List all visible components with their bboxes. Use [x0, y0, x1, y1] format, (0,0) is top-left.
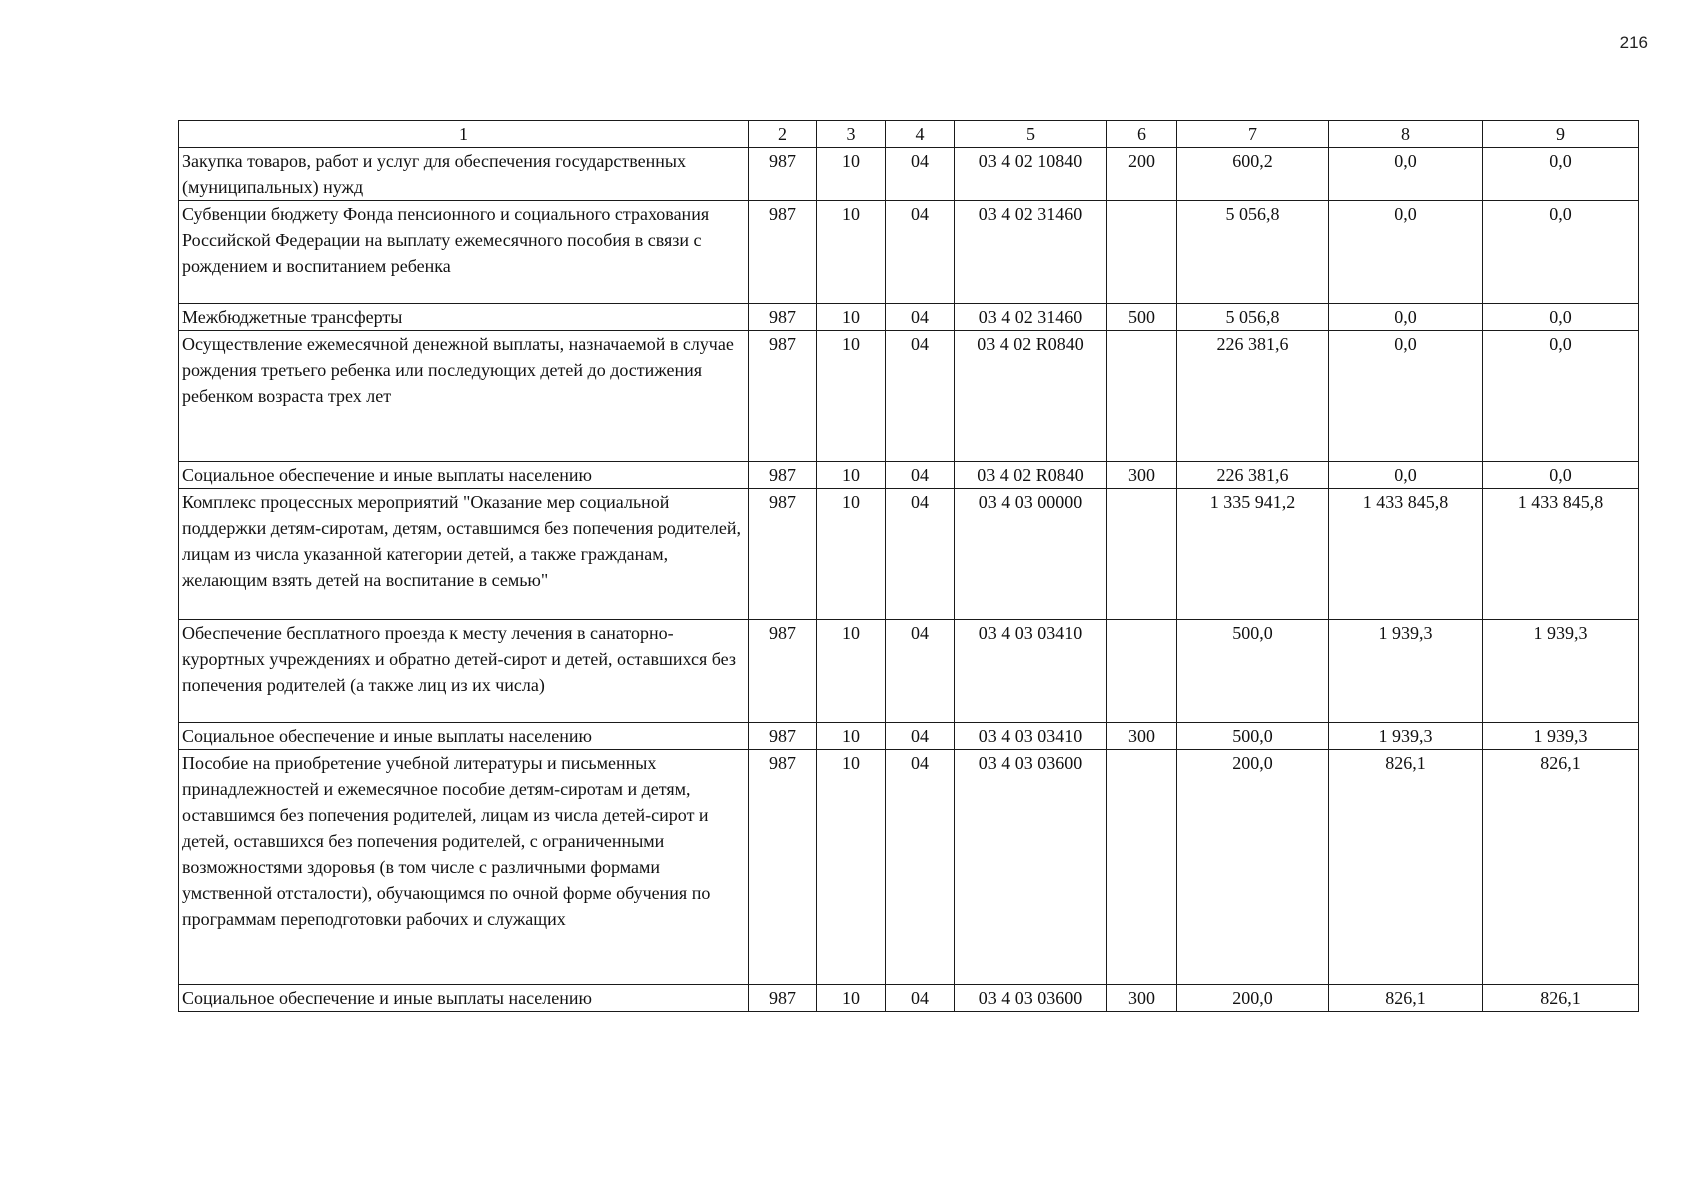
table-row — [179, 723, 1639, 750]
table-row — [179, 489, 1639, 620]
grbs-cell: 987 — [749, 489, 817, 620]
value-7-cell: 1 335 941,2 — [1177, 489, 1329, 620]
row-name: Осуществление ежемесячной денежной выплаты, назначаемой в случае рождения третьего ребенка или последующих детей до достижения ребенком возраста трех лет — [179, 331, 749, 462]
value-9-cell: 0,0 — [1483, 462, 1639, 489]
table-row — [179, 331, 1639, 462]
table-row — [179, 462, 1639, 489]
grbs-cell: 987 — [749, 201, 817, 304]
vr-cell: 300 — [1107, 462, 1177, 489]
value-8-cell: 1 939,3 — [1329, 723, 1483, 750]
table-row — [179, 985, 1639, 1012]
csr-cell: 03 4 02 31460 — [955, 304, 1107, 331]
csr-cell: 03 4 02 31460 — [955, 201, 1107, 304]
table-row — [179, 750, 1639, 985]
header-cell: 1 — [179, 121, 749, 148]
header-cell: 2 — [749, 121, 817, 148]
value-7-cell: 226 381,6 — [1177, 462, 1329, 489]
grbs-cell: 987 — [749, 723, 817, 750]
header-cell: 9 — [1483, 121, 1639, 148]
table-row — [179, 304, 1639, 331]
csr-cell: 03 4 02 R0840 — [955, 462, 1107, 489]
value-8-cell: 1 433 845,8 — [1329, 489, 1483, 620]
csr-cell: 03 4 03 03410 — [955, 723, 1107, 750]
value-8-cell: 0,0 — [1329, 201, 1483, 304]
rz-cell: 10 — [817, 489, 886, 620]
value-9-cell: 0,0 — [1483, 331, 1639, 462]
header-row — [179, 121, 1639, 148]
csr-cell: 03 4 03 03600 — [955, 750, 1107, 985]
rz-cell: 10 — [817, 723, 886, 750]
pr-cell: 04 — [886, 304, 955, 331]
value-8-cell: 826,1 — [1329, 750, 1483, 985]
pr-cell: 04 — [886, 148, 955, 201]
rz-cell: 10 — [817, 620, 886, 723]
vr-cell — [1107, 750, 1177, 985]
vr-cell — [1107, 201, 1177, 304]
value-7-cell: 200,0 — [1177, 750, 1329, 985]
header-cell: 4 — [886, 121, 955, 148]
pr-cell: 04 — [886, 620, 955, 723]
csr-cell: 03 4 02 R0840 — [955, 331, 1107, 462]
row-name: Субвенции бюджету Фонда пенсионного и социального страхования Российской Федерации на выплату ежемесячного пособия в связи с рождением и воспитанием ребенка — [179, 201, 749, 304]
pr-cell: 04 — [886, 201, 955, 304]
grbs-cell: 987 — [749, 620, 817, 723]
value-9-cell: 0,0 — [1483, 148, 1639, 201]
row-name: Пособие на приобретение учебной литературы и письменных принадлежностей и ежемесячное пособие детям-сиротам и детям, оставшимся без попечения родителей, лицам из числа детей-сирот и детей, оставшихся без попечения родителей, с ограниченными возможностями здоровья (в том числе с различными формами умственной отсталости), обучающимся по очной форме обучения по программам переподготовки рабочих и служащих — [179, 750, 749, 985]
csr-cell: 03 4 03 03600 — [955, 985, 1107, 1012]
value-7-cell: 600,2 — [1177, 148, 1329, 201]
header-cell: 7 — [1177, 121, 1329, 148]
csr-cell: 03 4 03 00000 — [955, 489, 1107, 620]
pr-cell: 04 — [886, 462, 955, 489]
row-name: Обеспечение бесплатного проезда к месту лечения в санаторно-курортных учреждениях и обратно детей-сирот и детей, оставшихся без попечения родителей (а также лиц из их числа) — [179, 620, 749, 723]
value-9-cell: 826,1 — [1483, 985, 1639, 1012]
pr-cell: 04 — [886, 985, 955, 1012]
rz-cell: 10 — [817, 331, 886, 462]
row-name: Межбюджетные трансферты — [179, 304, 749, 331]
rz-cell: 10 — [817, 985, 886, 1012]
budget-table — [178, 120, 1639, 1012]
csr-cell: 03 4 02 10840 — [955, 148, 1107, 201]
rz-cell: 10 — [817, 462, 886, 489]
vr-cell: 500 — [1107, 304, 1177, 331]
value-9-cell: 1 939,3 — [1483, 620, 1639, 723]
table-row — [179, 620, 1639, 723]
row-name: Закупка товаров, работ и услуг для обеспечения государственных (муниципальных) нужд — [179, 148, 749, 201]
pr-cell: 04 — [886, 489, 955, 620]
grbs-cell: 987 — [749, 750, 817, 985]
grbs-cell: 987 — [749, 148, 817, 201]
vr-cell — [1107, 489, 1177, 620]
pr-cell: 04 — [886, 331, 955, 462]
value-9-cell: 826,1 — [1483, 750, 1639, 985]
vr-cell: 200 — [1107, 148, 1177, 201]
row-name: Социальное обеспечение и иные выплаты населению — [179, 723, 749, 750]
grbs-cell: 987 — [749, 462, 817, 489]
value-7-cell: 5 056,8 — [1177, 304, 1329, 331]
grbs-cell: 987 — [749, 304, 817, 331]
rz-cell: 10 — [817, 148, 886, 201]
csr-cell: 03 4 03 03410 — [955, 620, 1107, 723]
value-7-cell: 200,0 — [1177, 985, 1329, 1012]
rz-cell: 10 — [817, 201, 886, 304]
value-8-cell: 826,1 — [1329, 985, 1483, 1012]
value-8-cell: 1 939,3 — [1329, 620, 1483, 723]
vr-cell: 300 — [1107, 985, 1177, 1012]
value-7-cell: 226 381,6 — [1177, 331, 1329, 462]
row-name: Социальное обеспечение и иные выплаты населению — [179, 462, 749, 489]
value-8-cell: 0,0 — [1329, 462, 1483, 489]
vr-cell: 300 — [1107, 723, 1177, 750]
value-9-cell: 1 433 845,8 — [1483, 489, 1639, 620]
value-7-cell: 5 056,8 — [1177, 201, 1329, 304]
table-row — [179, 148, 1639, 201]
header-cell: 5 — [955, 121, 1107, 148]
grbs-cell: 987 — [749, 331, 817, 462]
row-name: Социальное обеспечение и иные выплаты населению — [179, 985, 749, 1012]
value-9-cell: 0,0 — [1483, 304, 1639, 331]
rz-cell: 10 — [817, 750, 886, 985]
value-9-cell: 0,0 — [1483, 201, 1639, 304]
table-row — [179, 201, 1639, 304]
header-cell: 8 — [1329, 121, 1483, 148]
pr-cell: 04 — [886, 723, 955, 750]
vr-cell — [1107, 620, 1177, 723]
header-cell: 6 — [1107, 121, 1177, 148]
value-7-cell: 500,0 — [1177, 723, 1329, 750]
row-name: Комплекс процессных мероприятий "Оказание мер социальной поддержки детям-сиротам, детям, оставшимся без попечения родителей, лицам из числа указанной категории детей, а также гражданам, желающим взять детей на воспитание в семью" — [179, 489, 749, 620]
value-8-cell: 0,0 — [1329, 331, 1483, 462]
value-8-cell: 0,0 — [1329, 148, 1483, 201]
header-cell: 3 — [817, 121, 886, 148]
grbs-cell: 987 — [749, 985, 817, 1012]
page-number: 216 — [1619, 33, 1648, 52]
value-8-cell: 0,0 — [1329, 304, 1483, 331]
rz-cell: 10 — [817, 304, 886, 331]
pr-cell: 04 — [886, 750, 955, 985]
value-7-cell: 500,0 — [1177, 620, 1329, 723]
value-9-cell: 1 939,3 — [1483, 723, 1639, 750]
vr-cell — [1107, 331, 1177, 462]
